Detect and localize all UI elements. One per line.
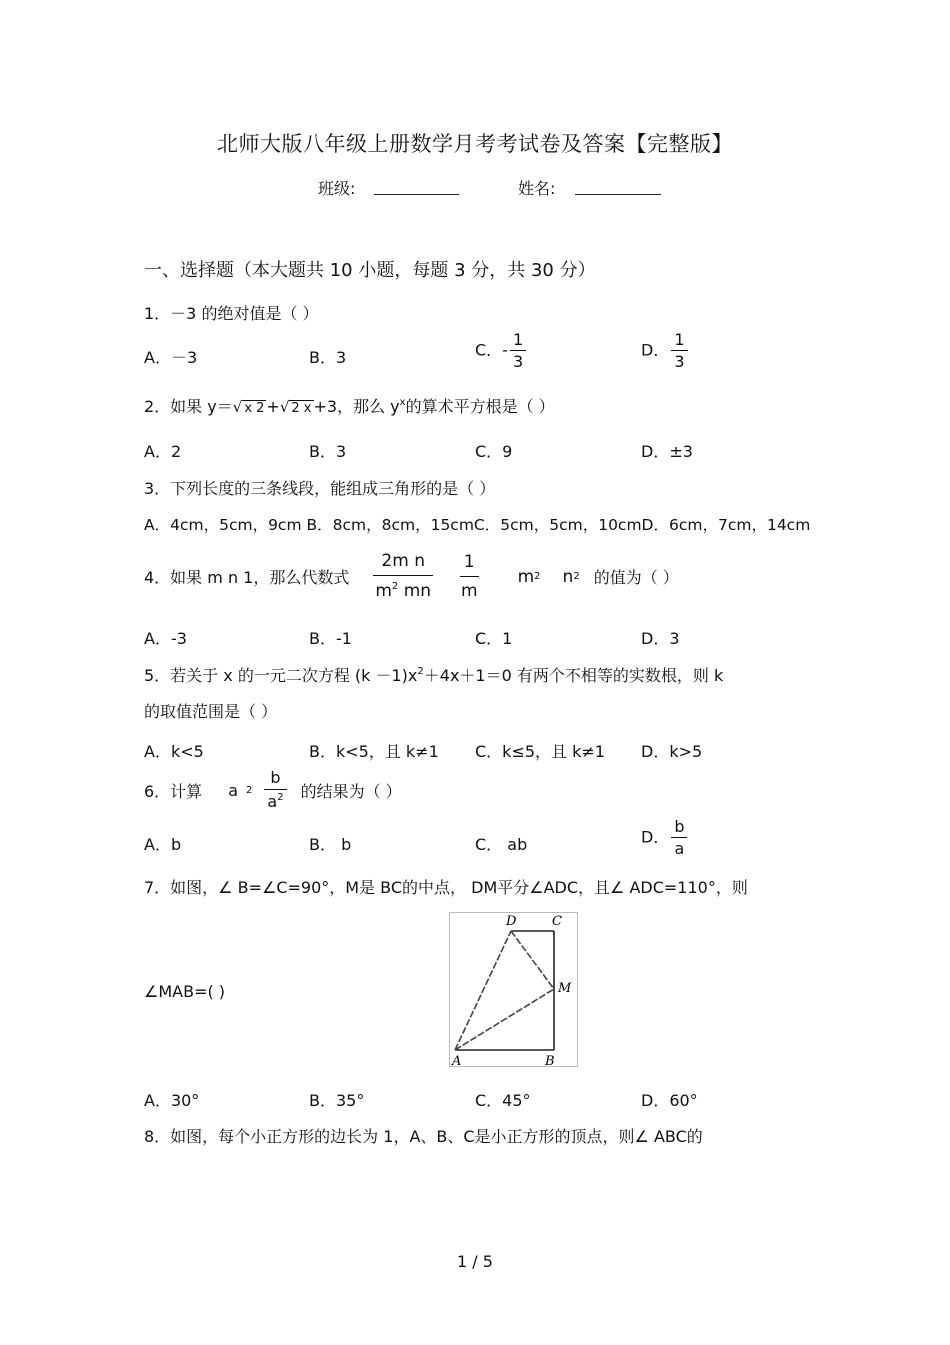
q4-option-c: C．1 bbox=[475, 629, 513, 648]
class-label: 班级: bbox=[318, 179, 356, 198]
q7-option-d: D．60° bbox=[641, 1091, 698, 1110]
q4-f1-den-b: mn bbox=[398, 581, 432, 601]
q6-option-a: A．b bbox=[144, 835, 182, 854]
q4-n-sup: 2 bbox=[573, 571, 580, 582]
q6-den-var: a bbox=[267, 792, 278, 811]
q1-c-den: 3 bbox=[512, 352, 524, 371]
q1-d-den: 3 bbox=[674, 352, 685, 371]
q6-a-var: a bbox=[228, 780, 238, 800]
q4-n: n bbox=[562, 566, 574, 587]
name-blank[interactable] bbox=[575, 194, 661, 195]
sqrt-icon: √ bbox=[279, 398, 290, 416]
q5-option-a: A．k<5 bbox=[144, 742, 204, 761]
q2-option-a: A．2 bbox=[144, 442, 182, 461]
question-5 bbox=[144, 663, 723, 686]
q4-f1-den-a: m bbox=[375, 581, 392, 601]
q7-option-a: A．30° bbox=[144, 1091, 200, 1110]
q7-option-c: C．45° bbox=[475, 1091, 531, 1110]
class-blank[interactable] bbox=[374, 194, 459, 195]
q4-option-b: B．-1 bbox=[309, 629, 352, 648]
q6-d-num: b bbox=[671, 819, 687, 838]
q5-option-d: D．k>5 bbox=[641, 742, 703, 761]
q4-fraction-1 bbox=[371, 553, 435, 600]
sqrt-icon: √ bbox=[232, 398, 243, 416]
label-d: D bbox=[506, 914, 517, 929]
q4-f1-den-sup: 2 bbox=[391, 581, 399, 592]
q2-option-d: D．±3 bbox=[641, 442, 693, 461]
q6-num: b bbox=[264, 770, 286, 790]
q5-stem-a: 5．若关于 x 的一元二次方程 (k －1)x bbox=[144, 666, 418, 685]
question-8: 8．如图，每个小正方形的边长为 1，A、B、C是小正方形的顶点，则∠ ABC的 bbox=[144, 1127, 703, 1146]
q2-option-c: C．9 bbox=[475, 442, 513, 461]
question-4 bbox=[144, 553, 679, 600]
page-number: 1 / 5 bbox=[457, 1252, 493, 1271]
question-7-cont: ∠MAB=( ) bbox=[144, 982, 226, 1001]
question-2 bbox=[144, 394, 555, 417]
q1-c-num: 1 bbox=[510, 332, 526, 351]
q4-m: m bbox=[517, 566, 535, 587]
q4-f2-num: 1 bbox=[460, 554, 479, 577]
label-a: A bbox=[452, 1054, 462, 1068]
page-title: 北师大版八年级上册数学月考考试卷及答案【完整版】 bbox=[217, 132, 733, 156]
q4-stem-a: 4．如果 m n 1，那么代数式 bbox=[144, 568, 350, 587]
q4-fraction-2 bbox=[457, 551, 482, 601]
q5-sup: 2 bbox=[417, 666, 424, 677]
question-1: 1．－3 的绝对值是（ ） bbox=[144, 304, 319, 323]
q6-option-b: B． b bbox=[309, 835, 352, 854]
q4-option-a: A．-3 bbox=[144, 629, 187, 648]
q4-f2-den: m bbox=[461, 580, 478, 601]
q6-den bbox=[264, 790, 286, 810]
q4-f1-den bbox=[371, 576, 435, 600]
q5-option-c: C．k≤5，且 k≠1 bbox=[475, 742, 605, 761]
q6-d-den: a bbox=[674, 839, 685, 858]
q3-options: A．4cm，5cm，9cm B．8cm，8cm，15cmC．5cm，5cm，10cmD．6cm，7cm，14cm bbox=[144, 516, 811, 534]
q4-m-sup: 2 bbox=[534, 571, 541, 582]
q5-option-b: B．k<5，且 k≠1 bbox=[309, 742, 439, 761]
q1-option-a: A．－3 bbox=[144, 348, 198, 367]
q4-f1-num: 2m n bbox=[373, 553, 433, 576]
label-b: B bbox=[545, 1054, 555, 1068]
q1-c-prefix: C．- bbox=[475, 340, 508, 360]
label-m: M bbox=[558, 981, 572, 996]
question-3: 3．下列长度的三条线段，能组成三角形的是（ ） bbox=[144, 479, 496, 498]
question-5-cont: 的取值范围是（ ） bbox=[144, 702, 278, 721]
q2-stem-b: +3，那么 y bbox=[313, 397, 400, 416]
question-6 bbox=[144, 770, 402, 810]
q2-radicand-2: 2 x bbox=[291, 401, 312, 416]
q5-stem-b: ＋4x＋1＝0 有两个不相等的实数根，则 k bbox=[423, 666, 724, 685]
q6-den-sup: 2 bbox=[277, 792, 284, 803]
q4-option-d: D．3 bbox=[641, 629, 680, 648]
q1-d-fraction bbox=[671, 332, 687, 370]
name-label: 姓名: bbox=[518, 179, 556, 198]
q2-option-b: B．3 bbox=[309, 442, 347, 461]
q2-stem-a: 2．如果 y＝ bbox=[144, 397, 233, 416]
q2-sup: x bbox=[399, 397, 406, 408]
segment-dm bbox=[511, 931, 554, 989]
q6-a-sup: 2 bbox=[246, 784, 253, 796]
q1-d-num: 1 bbox=[671, 332, 687, 351]
q1-option-b: B．3 bbox=[309, 348, 347, 367]
q6-d-fraction bbox=[671, 819, 687, 857]
q1-d-prefix: D． bbox=[641, 340, 670, 360]
q2-radicand-1: x 2 bbox=[244, 401, 265, 416]
q1-c-fraction bbox=[510, 332, 526, 370]
q7-figure bbox=[449, 912, 579, 1068]
q6-stem-b: 的结果为（ ） bbox=[300, 781, 402, 801]
q6-d-prefix: D． bbox=[641, 827, 670, 847]
q2-stem-c: 的算术平方根是（ ） bbox=[405, 397, 555, 416]
q4-stem-b: 的值为（ ） bbox=[593, 568, 679, 587]
q1-option-c bbox=[475, 332, 528, 370]
q6-option-c: C． ab bbox=[475, 835, 528, 854]
label-c: C bbox=[552, 914, 562, 929]
question-7: 7．如图，∠ B=∠C=90°，M是 BC的中点， DM平分∠ADC，且∠ ADC=110°，则 bbox=[144, 878, 748, 897]
q1-option-d bbox=[641, 332, 690, 370]
q6-option-d bbox=[641, 819, 689, 857]
q2-plus: + bbox=[266, 397, 280, 416]
section-heading: 一、选择题（本大题共 10 小题，每题 3 分，共 30 分） bbox=[144, 260, 596, 281]
q7-option-b: B．35° bbox=[309, 1091, 365, 1110]
q6-fraction bbox=[264, 770, 286, 810]
q6-stem-a: 6．计算 bbox=[144, 781, 203, 801]
